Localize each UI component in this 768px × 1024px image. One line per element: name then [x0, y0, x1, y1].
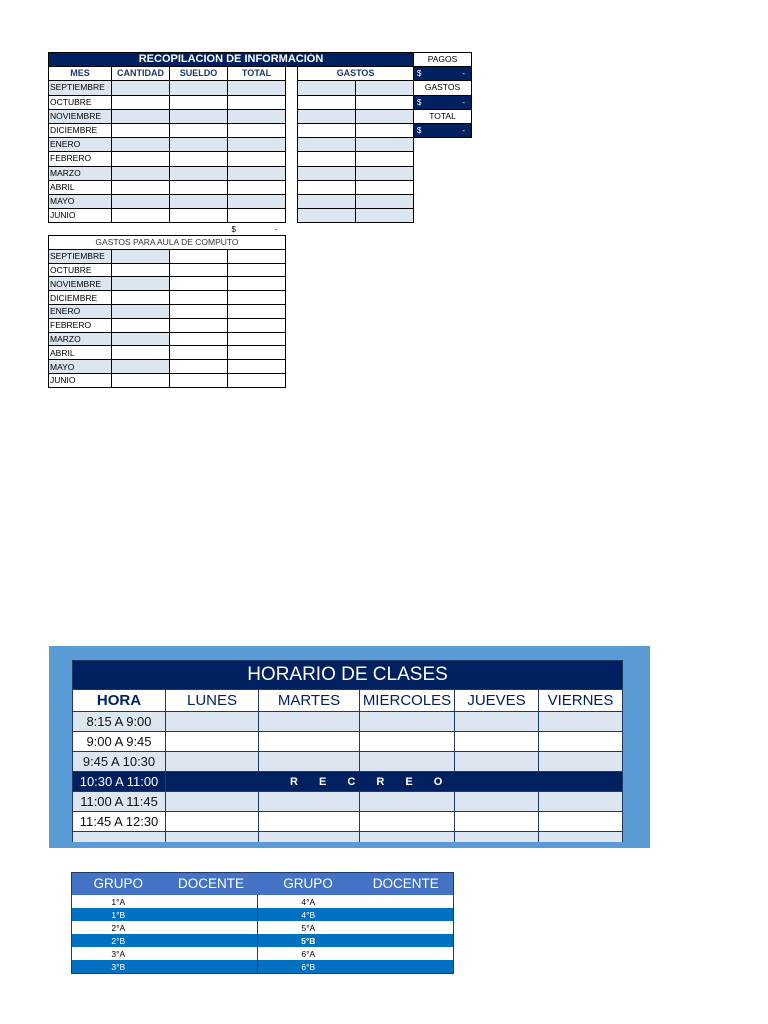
grupo-label: 3°B	[72, 960, 165, 974]
grupo-label: 5°A	[258, 921, 359, 934]
time-slot: 9:45 A 10:30	[73, 752, 166, 772]
grupo-label: 6°A	[258, 947, 359, 960]
cell[interactable]	[112, 95, 170, 109]
schedule-cell[interactable]	[539, 752, 623, 772]
recop-row	[49, 209, 472, 223]
month-label: FEBRERO	[49, 152, 112, 166]
spacer-cell	[414, 152, 472, 166]
aula-row	[49, 277, 286, 291]
recop-row	[49, 123, 472, 137]
cell[interactable]	[170, 166, 228, 180]
schedule-cell[interactable]	[166, 732, 259, 752]
total-value[interactable]	[414, 123, 472, 137]
docente-cell[interactable]	[165, 934, 258, 947]
cell[interactable]	[170, 180, 228, 194]
grupo-label: 1°B	[72, 908, 165, 921]
cell[interactable]	[170, 304, 228, 318]
col-viernes: VIERNES	[539, 690, 623, 712]
month-label: NOVIEMBRE	[49, 277, 112, 291]
pagos-amount: -	[462, 69, 465, 79]
cell[interactable]	[170, 373, 228, 387]
horario-frame	[49, 646, 650, 848]
spacer-cell	[414, 166, 472, 180]
cell[interactable]	[228, 166, 286, 180]
cell[interactable]	[228, 318, 286, 332]
grupo-row	[72, 960, 454, 974]
schedule-cell[interactable]	[539, 792, 623, 812]
recop-row	[49, 194, 472, 208]
cell[interactable]	[112, 123, 170, 137]
cell[interactable]	[112, 304, 170, 318]
grupo-label: 2°B	[72, 934, 165, 947]
cell[interactable]	[228, 304, 286, 318]
aula-row	[49, 373, 286, 387]
col-hora: HORA	[73, 690, 166, 712]
header-total: TOTAL	[228, 67, 286, 81]
month-label: OCTUBRE	[49, 263, 112, 277]
schedule-cell	[455, 832, 539, 843]
month-label: OCTUBRE	[49, 95, 112, 109]
spacer-cell	[286, 223, 298, 237]
schedule-cell[interactable]	[455, 812, 539, 832]
aula-row	[49, 263, 286, 277]
recreo-row	[73, 772, 623, 792]
horario-table	[72, 660, 623, 842]
gastos-amount: -	[462, 97, 465, 107]
cell[interactable]	[170, 209, 228, 223]
cell[interactable]	[228, 81, 286, 95]
header-grupo: GRUPO	[258, 873, 359, 896]
spacer-cell	[414, 194, 472, 208]
recop-row	[49, 152, 472, 166]
month-label: MAYO	[49, 360, 112, 374]
aula-row	[49, 304, 286, 318]
docente-cell[interactable]	[359, 921, 454, 934]
recop-row	[49, 180, 472, 194]
spacer-cell	[414, 180, 472, 194]
cell[interactable]	[298, 81, 356, 95]
pagos-value[interactable]	[414, 67, 472, 81]
spacer-cell	[356, 223, 414, 237]
schedule-cell[interactable]	[259, 712, 360, 732]
cell[interactable]	[112, 152, 170, 166]
schedule-cell[interactable]	[360, 732, 455, 752]
cell[interactable]	[112, 209, 170, 223]
cell[interactable]	[170, 291, 228, 305]
schedule-cell[interactable]	[539, 712, 623, 732]
cell[interactable]	[228, 123, 286, 137]
cell[interactable]	[228, 263, 286, 277]
cell[interactable]	[170, 95, 228, 109]
cell[interactable]	[228, 277, 286, 291]
recop-row	[49, 166, 472, 180]
currency-symbol: $	[417, 126, 422, 136]
spacer-cell	[286, 81, 298, 95]
aula-computo-table	[48, 235, 286, 388]
month-label: SEPTIEMBRE	[49, 81, 112, 95]
cell[interactable]	[170, 346, 228, 360]
schedule-cell[interactable]	[455, 792, 539, 812]
spacer-cell	[286, 138, 298, 152]
grupo-row	[72, 947, 454, 960]
cell[interactable]	[228, 194, 286, 208]
schedule-cell	[259, 832, 360, 843]
header-mes: MES	[49, 67, 112, 81]
cell[interactable]	[298, 123, 356, 137]
month-label: JUNIO	[49, 373, 112, 387]
spacer-cell	[286, 95, 298, 109]
cell[interactable]	[356, 81, 414, 95]
grupo-label: 2°A	[72, 921, 165, 934]
spacer-cell	[286, 152, 298, 166]
schedule-cell[interactable]	[259, 792, 360, 812]
grupos-table	[71, 872, 454, 974]
cell[interactable]	[228, 249, 286, 263]
schedule-cell[interactable]	[539, 812, 623, 832]
cell[interactable]	[170, 360, 228, 374]
grupo-label: 4°B	[258, 908, 359, 921]
docente-cell[interactable]	[165, 947, 258, 960]
cell[interactable]	[356, 209, 414, 223]
cell[interactable]	[356, 194, 414, 208]
cell[interactable]	[298, 194, 356, 208]
cell[interactable]	[112, 360, 170, 374]
cell[interactable]	[170, 263, 228, 277]
cell[interactable]	[298, 95, 356, 109]
time-slot: 11:00 A 11:45	[73, 792, 166, 812]
header-cantidad: CANTIDAD	[112, 67, 170, 81]
currency-symbol: $	[417, 97, 422, 107]
gastos-value[interactable]	[414, 95, 472, 109]
recop-row	[49, 95, 472, 109]
docente-cell[interactable]	[165, 895, 258, 908]
cell[interactable]	[112, 373, 170, 387]
month-label: MARZO	[49, 332, 112, 346]
cell[interactable]	[170, 81, 228, 95]
cell[interactable]	[228, 346, 286, 360]
schedule-cell[interactable]	[166, 792, 259, 812]
spacer-cell	[286, 180, 298, 194]
spacer-cell	[286, 109, 298, 123]
cell[interactable]	[356, 166, 414, 180]
recop-row	[49, 81, 472, 95]
grupo-row	[72, 895, 454, 908]
cell[interactable]	[170, 194, 228, 208]
spacer-cell	[286, 209, 298, 223]
cell[interactable]	[298, 180, 356, 194]
cell[interactable]	[112, 249, 170, 263]
schedule-cell[interactable]	[166, 752, 259, 772]
cell[interactable]	[228, 109, 286, 123]
month-label: DICIEMBRE	[49, 123, 112, 137]
month-label: ABRIL	[49, 180, 112, 194]
grand-total-amount: -	[274, 225, 278, 235]
cell[interactable]	[112, 109, 170, 123]
grupo-label: 3°A	[72, 947, 165, 960]
schedule-row	[73, 732, 623, 752]
aula-row	[49, 332, 286, 346]
schedule-row	[73, 712, 623, 732]
schedule-cell[interactable]	[455, 752, 539, 772]
spacer-cell	[286, 67, 298, 81]
schedule-row-partial	[73, 832, 623, 843]
schedule-cell[interactable]	[539, 732, 623, 752]
cell[interactable]	[170, 249, 228, 263]
schedule-cell[interactable]	[259, 732, 360, 752]
schedule-cell[interactable]	[455, 732, 539, 752]
cell[interactable]	[170, 277, 228, 291]
time-slot: 8:15 A 9:00	[73, 712, 166, 732]
aula-row	[49, 291, 286, 305]
cell[interactable]	[228, 209, 286, 223]
month-label: MARZO	[49, 166, 112, 180]
cell[interactable]	[356, 152, 414, 166]
schedule-cell[interactable]	[166, 812, 259, 832]
cell[interactable]	[112, 166, 170, 180]
spacer-cell	[286, 166, 298, 180]
cell[interactable]	[112, 263, 170, 277]
cell[interactable]	[112, 291, 170, 305]
cell[interactable]	[298, 138, 356, 152]
schedule-cell[interactable]	[360, 752, 455, 772]
header-grupo: GRUPO	[72, 873, 165, 896]
cell[interactable]	[112, 81, 170, 95]
cell[interactable]	[356, 123, 414, 137]
docente-cell[interactable]	[359, 960, 454, 974]
cell[interactable]	[170, 318, 228, 332]
spacer-cell	[286, 123, 298, 137]
aula-row	[49, 249, 286, 263]
schedule-row	[73, 792, 623, 812]
aula-row	[49, 318, 286, 332]
cell[interactable]	[170, 109, 228, 123]
cell[interactable]	[170, 332, 228, 346]
month-label: DICIEMBRE	[49, 291, 112, 305]
recopilacion-table	[48, 52, 472, 236]
schedule-cell[interactable]	[166, 712, 259, 732]
month-label: ENERO	[49, 304, 112, 318]
recopilacion-title: RECOPILACION DE INFORMACIÓN	[49, 53, 414, 67]
month-label: SEPTIEMBRE	[49, 249, 112, 263]
col-lunes: LUNES	[166, 690, 259, 712]
docente-cell[interactable]	[165, 960, 258, 974]
total-label: TOTAL	[414, 109, 472, 123]
header-sueldo: SUELDO	[170, 67, 228, 81]
cell[interactable]	[228, 332, 286, 346]
header-docente: DOCENTE	[165, 873, 258, 896]
recop-row	[49, 138, 472, 152]
schedule-row	[73, 812, 623, 832]
cell[interactable]	[228, 95, 286, 109]
cell[interactable]	[112, 346, 170, 360]
docente-cell[interactable]	[165, 921, 258, 934]
schedule-cell	[360, 832, 455, 843]
pagos-label: PAGOS	[414, 53, 472, 67]
recop-row	[49, 109, 472, 123]
total-amount: -	[462, 126, 465, 136]
grupo-row	[72, 908, 454, 921]
docente-cell[interactable]	[165, 908, 258, 921]
grupo-label: 5°B	[258, 934, 359, 947]
cell[interactable]	[356, 109, 414, 123]
month-label: ABRIL	[49, 346, 112, 360]
recreo-label: R E C R E O	[166, 772, 623, 792]
horario-title: HORARIO DE CLASES	[73, 661, 623, 690]
cell[interactable]	[112, 180, 170, 194]
schedule-cell[interactable]	[259, 752, 360, 772]
grupo-label: 4°A	[258, 895, 359, 908]
spacer-cell	[414, 209, 472, 223]
spacer-cell	[414, 138, 472, 152]
cell[interactable]	[170, 152, 228, 166]
aula-row	[49, 360, 286, 374]
schedule-row	[73, 752, 623, 772]
time-slot: 10:30 A 11:00	[73, 772, 166, 792]
cell[interactable]	[228, 152, 286, 166]
month-label: MAYO	[49, 194, 112, 208]
schedule-cell[interactable]	[455, 712, 539, 732]
month-label: ENERO	[49, 138, 112, 152]
cell[interactable]	[356, 95, 414, 109]
cell[interactable]	[170, 138, 228, 152]
cell[interactable]	[298, 109, 356, 123]
month-label: JUNIO	[49, 209, 112, 223]
docente-cell[interactable]	[359, 908, 454, 921]
time-slot: 9:00 A 9:45	[73, 732, 166, 752]
aula-row	[49, 346, 286, 360]
schedule-cell[interactable]	[360, 792, 455, 812]
cell[interactable]	[228, 138, 286, 152]
docente-cell[interactable]	[359, 947, 454, 960]
spacer-cell	[298, 223, 356, 237]
cell[interactable]	[112, 194, 170, 208]
cell[interactable]	[112, 138, 170, 152]
gastos-label: GASTOS	[414, 81, 472, 95]
spacer-cell	[286, 194, 298, 208]
schedule-cell	[539, 832, 623, 843]
schedule-cell[interactable]	[360, 812, 455, 832]
col-jueves: JUEVES	[455, 690, 539, 712]
grupo-label: 1°A	[72, 895, 165, 908]
header-gastos: GASTOS	[298, 67, 414, 81]
schedule-cell	[73, 832, 166, 843]
cell[interactable]	[228, 360, 286, 374]
schedule-cell	[166, 832, 259, 843]
grupo-row	[72, 934, 454, 947]
cell[interactable]	[356, 180, 414, 194]
month-label: NOVIEMBRE	[49, 109, 112, 123]
cell[interactable]	[112, 332, 170, 346]
col-martes: MARTES	[259, 690, 360, 712]
cell[interactable]	[356, 138, 414, 152]
header-docente: DOCENTE	[359, 873, 454, 896]
schedule-cell[interactable]	[360, 712, 455, 732]
aula-title: GASTOS PARA AULA DE COMPUTO	[49, 236, 286, 250]
month-label: FEBRERO	[49, 318, 112, 332]
cell[interactable]	[170, 123, 228, 137]
cell[interactable]	[298, 166, 356, 180]
grupo-label: 6°B	[258, 960, 359, 974]
currency-symbol: $	[231, 225, 236, 235]
col-miercoles: MIERCOLES	[360, 690, 455, 712]
cell[interactable]	[112, 277, 170, 291]
cell[interactable]	[298, 209, 356, 223]
cell[interactable]	[228, 291, 286, 305]
cell[interactable]	[112, 318, 170, 332]
docente-cell[interactable]	[359, 895, 454, 908]
spacer-cell	[414, 223, 472, 237]
grupo-row	[72, 921, 454, 934]
time-slot: 11:45 A 12:30	[73, 812, 166, 832]
docente-cell[interactable]	[359, 934, 454, 947]
schedule-cell[interactable]	[259, 812, 360, 832]
currency-symbol: $	[417, 69, 422, 79]
cell[interactable]	[228, 373, 286, 387]
cell[interactable]	[298, 152, 356, 166]
cell[interactable]	[228, 180, 286, 194]
